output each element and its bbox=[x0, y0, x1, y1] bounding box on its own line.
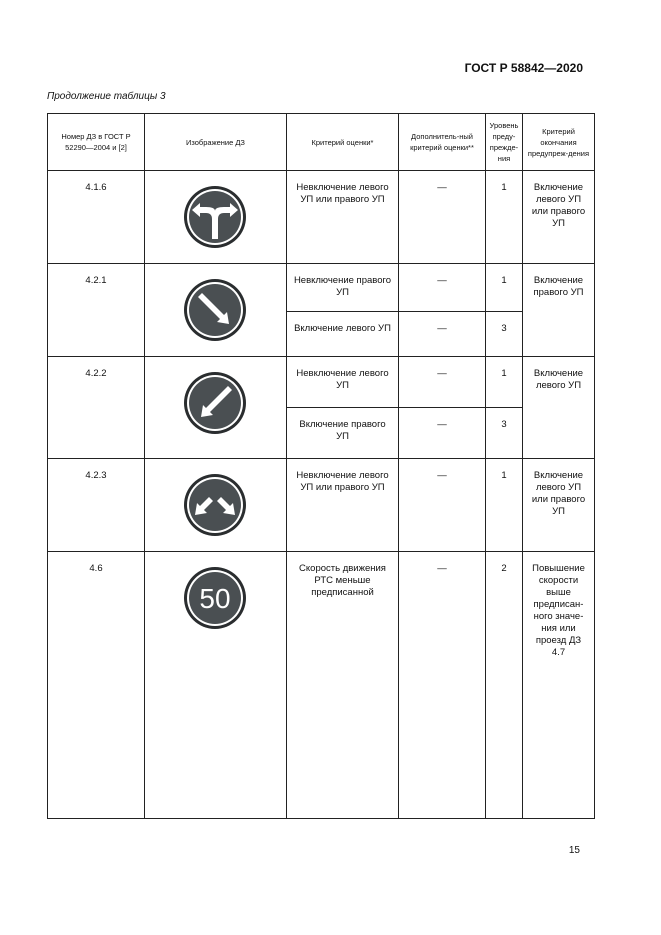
column-header-extra-criterion: Дополнитель-ный критерий оценки** bbox=[399, 114, 486, 171]
extra-criterion: — bbox=[399, 312, 486, 357]
end-criterion-text: Включение левого УП или правого УП bbox=[523, 171, 595, 264]
sign-number: 4.2.2 bbox=[48, 357, 145, 459]
criterion-text: Невключение левого УП bbox=[287, 357, 399, 408]
warning-level: 1 bbox=[486, 357, 523, 408]
pass-both-sides-sign-icon bbox=[183, 473, 247, 537]
table-row bbox=[48, 459, 595, 552]
table-row bbox=[48, 171, 595, 264]
criterion-text: Включение левого УП bbox=[287, 312, 399, 357]
warning-level: 3 bbox=[486, 408, 523, 459]
warning-level: 3 bbox=[486, 312, 523, 357]
sign-image-cell bbox=[145, 357, 287, 459]
table-row bbox=[48, 264, 595, 312]
page-number: 15 bbox=[568, 845, 580, 856]
column-header-number: Номер ДЗ в ГОСТ Р 52290—2004 и [2] bbox=[48, 114, 145, 171]
column-header-criterion: Критерий оценки* bbox=[287, 114, 399, 171]
table-continuation-caption: Продолжение таблицы 3 bbox=[47, 91, 166, 102]
table-row bbox=[48, 552, 595, 819]
table-3 bbox=[47, 113, 595, 819]
sign-number: 4.2.1 bbox=[48, 264, 145, 357]
column-header-image: Изображение ДЗ bbox=[145, 114, 287, 171]
speed-50-sign-icon bbox=[183, 566, 247, 630]
extra-criterion: — bbox=[399, 171, 486, 264]
sign-image-cell bbox=[145, 171, 287, 264]
warning-level: 1 bbox=[486, 459, 523, 552]
sign-number: 4.6 bbox=[48, 552, 145, 819]
criterion-text: Скорость движения РТС меньше предписанной bbox=[287, 552, 399, 819]
criterion-text: Включение правого УП bbox=[287, 408, 399, 459]
extra-criterion: — bbox=[399, 552, 486, 819]
extra-criterion: — bbox=[399, 357, 486, 408]
end-criterion-text: Повышение скорости выше предписан-ного значе-ния или проезд ДЗ 4.7 bbox=[523, 552, 595, 819]
extra-criterion: — bbox=[399, 264, 486, 312]
speed-limit-text: 50 bbox=[199, 583, 231, 614]
sign-number: 4.2.3 bbox=[48, 459, 145, 552]
end-criterion-text: Включение правого УП bbox=[523, 264, 595, 357]
sign-image-cell bbox=[145, 264, 287, 357]
table-row bbox=[48, 357, 595, 408]
column-header-end-criterion: Критерий окончания предупреж-дения bbox=[523, 114, 595, 171]
end-criterion-text: Включение левого УП или правого УП bbox=[523, 459, 595, 552]
sign-image-cell bbox=[145, 552, 287, 819]
end-criterion-text: Включение левого УП bbox=[523, 357, 595, 459]
pass-right-sign-icon bbox=[183, 278, 247, 342]
document-code: ГОСТ Р 58842—2020 bbox=[464, 61, 583, 75]
sign-image-cell bbox=[145, 459, 287, 552]
criterion-text: Невключение левого УП или правого УП bbox=[287, 459, 399, 552]
column-header-warning-level: Уровень преду-прежде-ния bbox=[486, 114, 523, 171]
warning-level: 2 bbox=[486, 552, 523, 819]
warning-level: 1 bbox=[486, 171, 523, 264]
criterion-text: Невключение левого УП или правого УП bbox=[287, 171, 399, 264]
extra-criterion: — bbox=[399, 459, 486, 552]
turn-left-or-right-sign-icon bbox=[183, 185, 247, 249]
pass-left-sign-icon bbox=[183, 371, 247, 435]
criterion-text: Невключение правого УП bbox=[287, 264, 399, 312]
sign-number: 4.1.6 bbox=[48, 171, 145, 264]
extra-criterion: — bbox=[399, 408, 486, 459]
table-header-row bbox=[48, 114, 595, 171]
warning-level: 1 bbox=[486, 264, 523, 312]
